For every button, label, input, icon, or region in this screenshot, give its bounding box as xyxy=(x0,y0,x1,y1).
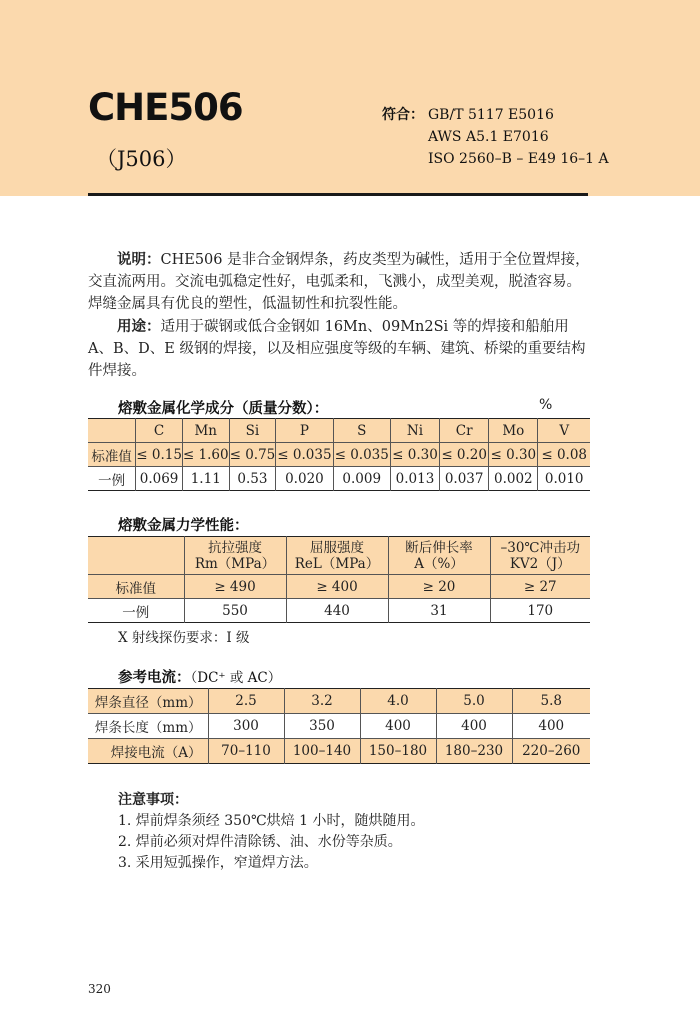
product-alias: （J506） xyxy=(96,147,187,171)
table-row xyxy=(88,714,590,739)
column-unit: A（%） xyxy=(414,555,464,572)
table-cell: ≥ 400 xyxy=(286,575,388,599)
table-cell: 标准值 xyxy=(88,443,136,467)
usage-paragraph xyxy=(88,316,590,382)
table-cell: Cr xyxy=(440,419,489,443)
current-title-text: 参考电流： xyxy=(118,670,191,686)
mechanical-header-row xyxy=(88,537,590,575)
xray-requirement: X 射线探伤要求：I 级 xyxy=(118,630,250,646)
table-cell: 300 xyxy=(208,714,284,739)
page-number: 320 xyxy=(88,982,111,996)
column-title: 抗拉强度 xyxy=(208,539,262,556)
table-cell: 0.069 xyxy=(136,467,183,491)
usage-text: 适用于碳钢或低合金钢如 16Mn、09Mn2Si 等的焊接和船舶用 A、B、D、E 级钢的焊接，以及相应强度等级的车辆、建筑、桥梁的重要结构件焊接。 xyxy=(88,319,586,379)
table-cell xyxy=(184,537,286,575)
table-row xyxy=(88,739,590,764)
chemical-header-row xyxy=(88,419,590,443)
notes-title: 注意事项： xyxy=(118,792,188,808)
table-cell: V xyxy=(538,419,590,443)
table-cell: P xyxy=(276,419,333,443)
note-item: 2. 焊前必须对焊件清除锈、油、水份等杂质。 xyxy=(118,834,402,850)
table-cell: Mn xyxy=(182,419,229,443)
table-cell: 0.002 xyxy=(489,467,538,491)
table-cell: 180–230 xyxy=(436,739,512,764)
table-cell: 31 xyxy=(388,599,490,623)
table-cell: ≤ 0.035 xyxy=(333,443,390,467)
table-cell: 400 xyxy=(512,714,590,739)
table-cell: 一例 xyxy=(98,472,126,489)
description-paragraph xyxy=(88,249,590,315)
table-cell: ≤ 0.08 xyxy=(538,443,590,467)
table-cell: 4.0 xyxy=(360,689,436,714)
mechanical-title: 熔敷金属力学性能： xyxy=(118,518,249,534)
table-cell xyxy=(88,419,136,443)
column-title: –30℃冲击功 xyxy=(500,539,581,556)
table-cell: ≥ 490 xyxy=(184,575,286,599)
table-cell: 1.11 xyxy=(182,467,229,491)
column-title: 断后伸长率 xyxy=(405,539,473,556)
table-cell: 焊接电流（A） xyxy=(88,739,208,764)
table-cell: ≤ 1.60 xyxy=(182,443,229,467)
table-cell: Ni xyxy=(390,419,439,443)
table-cell: 0.037 xyxy=(440,467,489,491)
table-cell: 150–180 xyxy=(360,739,436,764)
table-cell: C xyxy=(136,419,183,443)
table-cell: 0.013 xyxy=(390,467,439,491)
table-cell: 400 xyxy=(436,714,512,739)
table-cell: 0.009 xyxy=(333,467,390,491)
table-cell: 焊条直径（mm） xyxy=(88,689,208,714)
table-cell: 170 xyxy=(490,599,590,623)
current-note: （DC⁺ 或 AC） xyxy=(190,670,282,686)
note-item: 1. 焊前焊条须经 350℃烘焙 1 小时，随烘随用。 xyxy=(118,813,425,829)
table-cell: ≤ 0.30 xyxy=(489,443,538,467)
standard-item: GB/T 5117 E5016 xyxy=(428,107,554,123)
table-cell: 220–260 xyxy=(512,739,590,764)
table-cell: ≤ 0.035 xyxy=(276,443,333,467)
table-cell: 标准值 xyxy=(88,575,184,599)
chemical-table xyxy=(88,418,590,491)
table-cell: ≤ 0.15 xyxy=(136,443,183,467)
column-unit: KV2（J） xyxy=(509,555,571,572)
description-label: 说明： xyxy=(117,252,161,268)
table-cell: Si xyxy=(229,419,276,443)
table-cell xyxy=(490,537,590,575)
table-cell: 440 xyxy=(286,599,388,623)
table-row xyxy=(88,467,590,491)
table-cell: 5.0 xyxy=(436,689,512,714)
table-cell: ≥ 20 xyxy=(388,575,490,599)
table-cell: ≤ 0.75 xyxy=(229,443,276,467)
table-cell: 0.010 xyxy=(538,467,590,491)
table-cell: 350 xyxy=(284,714,360,739)
column-unit: Rm（MPa） xyxy=(194,555,276,572)
chemical-title: 熔敷金属化学成分（质量分数）： xyxy=(118,401,329,417)
current-table xyxy=(88,688,590,764)
table-cell xyxy=(388,537,490,575)
table-cell: 5.8 xyxy=(512,689,590,714)
standard-item: AWS A5.1 E7016 xyxy=(428,129,549,145)
standard-item: ISO 2560–B – E49 16–1 A xyxy=(428,151,609,167)
table-cell: ≤ 0.20 xyxy=(440,443,489,467)
table-cell: ≥ 27 xyxy=(490,575,590,599)
product-model: CHE506 xyxy=(88,86,243,129)
table-cell: 400 xyxy=(360,714,436,739)
table-row xyxy=(88,599,590,623)
table-row xyxy=(88,575,590,599)
table-cell: 0.53 xyxy=(229,467,276,491)
table-cell xyxy=(286,537,388,575)
table-row xyxy=(88,689,590,714)
standards-list xyxy=(428,104,609,170)
table-cell: 焊条长度（mm） xyxy=(88,714,208,739)
table-cell: ≤ 0.30 xyxy=(390,443,439,467)
note-item: 3. 采用短弧操作，窄道焊方法。 xyxy=(118,855,318,871)
current-title xyxy=(118,666,281,687)
column-unit: ReL（MPa） xyxy=(294,555,380,572)
table-cell: Mo xyxy=(489,419,538,443)
column-title: 屈服强度 xyxy=(310,539,364,556)
table-row xyxy=(88,443,590,467)
table-cell xyxy=(88,537,184,575)
table-cell: 3.2 xyxy=(284,689,360,714)
notes-section xyxy=(118,790,424,874)
description-text: CHE506 是非合金钢焊条，药皮类型为碱性，适用于全位置焊接，交直流两用。交流电弧稳定性好，电弧柔和，飞溅小，成型美观，脱渣容易。焊缝金属具有优良的塑性，低温韧性和抗裂性能。 xyxy=(88,252,590,312)
table-cell: 2.5 xyxy=(208,689,284,714)
mechanical-table xyxy=(88,536,590,623)
table-cell: 550 xyxy=(184,599,286,623)
standards-label: 符合： xyxy=(382,107,424,123)
table-cell: S xyxy=(333,419,390,443)
table-cell: 70–110 xyxy=(208,739,284,764)
table-cell: 一例 xyxy=(122,604,150,621)
usage-label: 用途： xyxy=(117,319,161,335)
chemical-unit: % xyxy=(539,397,553,413)
table-cell: 0.020 xyxy=(276,467,333,491)
table-cell: 100–140 xyxy=(284,739,360,764)
header-divider xyxy=(88,193,588,196)
